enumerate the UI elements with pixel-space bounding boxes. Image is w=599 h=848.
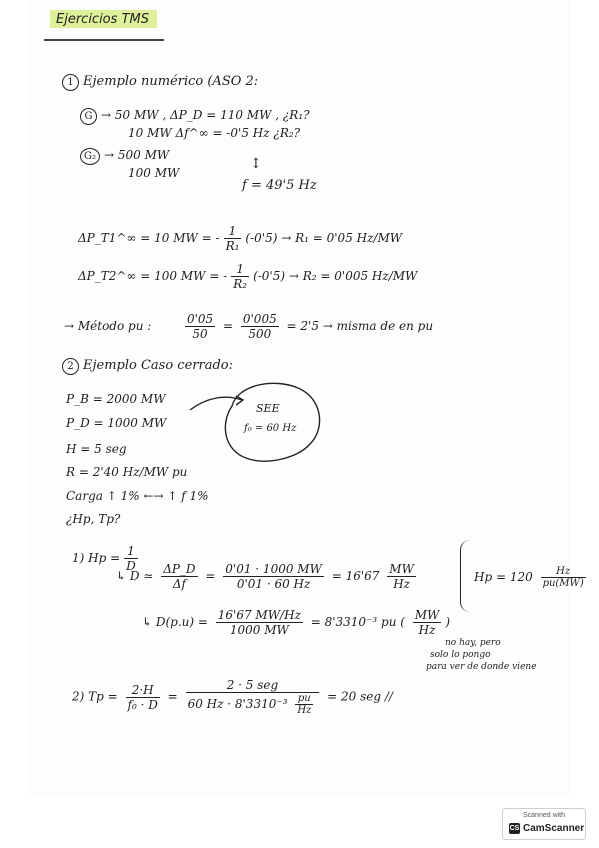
eq1-left: ΔP_T1^∞ = 10 MW = -	[78, 231, 220, 245]
step1-d-frac2-num: 0'01 · 1000 MW	[225, 562, 322, 576]
step2-frac2-num: 2 · 5 seg	[186, 678, 320, 693]
step2-label: 2) Tp =	[72, 689, 118, 704]
note-line2: solo lo pongo	[430, 650, 491, 660]
step2-frac2	[186, 678, 320, 716]
eq2-num: 1	[231, 262, 249, 277]
pu-frac1	[185, 312, 215, 341]
ex1-heading-text: Ejemplo numérico (ASO 2:	[83, 74, 259, 89]
step1-d-frac1-num: ΔP_D	[163, 562, 196, 576]
step2-tp	[72, 678, 393, 716]
step1-den: D	[126, 559, 136, 573]
step1-d-frac2	[223, 562, 324, 591]
eq2-right: (-0'5) → R₂ = 0'005 Hz/MW	[253, 269, 418, 283]
pu-frac1-num: 0'05	[186, 312, 214, 326]
page-title: Ejercicios TMS	[50, 10, 157, 28]
pu-method	[64, 312, 433, 341]
scanned-with-text: Scanned with	[522, 812, 566, 819]
pu-frac2-den: 500	[248, 327, 272, 341]
camscanner-badge	[502, 808, 586, 840]
ex2-heading-text: Ejemplo Caso cerrado:	[83, 358, 233, 373]
step2-frac2-den-text: 60 Hz · 8'3310⁻³	[187, 697, 288, 711]
pu-result: = 2'5 → misma de en pu	[286, 319, 434, 333]
camscanner-brand-text: CamScanner	[523, 823, 585, 835]
ex1-number: 1	[62, 74, 79, 91]
eq2-den: R₂	[233, 277, 248, 291]
step1-d-unit-num: MW	[389, 562, 414, 576]
camscanner-logo-icon: CS	[509, 825, 520, 832]
note-line1: no hay, pero	[445, 638, 501, 648]
dpu-num: 16'67 MW/Hz	[217, 608, 301, 622]
hp-result-value: Hp = 120	[474, 570, 533, 584]
step1-d-unit-den: Hz	[393, 577, 410, 591]
f-result: f = 49'5 Hz	[242, 178, 317, 193]
pu-frac1-den: 50	[192, 327, 208, 341]
ex2-r: R = 2'40 Hz/MW pu	[66, 465, 188, 479]
eq2-frac	[231, 262, 249, 291]
step2-frac1-num: 2·H	[126, 683, 160, 698]
notebook-page	[30, 0, 584, 795]
ex2-carga: Carga ↑ 1% ←→ ↑ f 1%	[66, 489, 209, 503]
step1-d-result: = 16'67	[331, 569, 380, 583]
dpu-den: 1000 MW	[229, 623, 289, 637]
g1-label: G	[80, 108, 97, 125]
hp-result	[474, 566, 590, 589]
dpu-result: = 8'3310⁻³ pu (	[310, 615, 405, 629]
dpu-unit	[413, 608, 442, 637]
eq1-num: 1	[224, 224, 242, 239]
dpu-unit-num: MW	[414, 608, 440, 622]
step2-frac2-den	[186, 693, 320, 716]
eq1-frac	[224, 224, 242, 253]
ex2-number: 2	[62, 358, 79, 375]
step1-label: 1) Hp =	[72, 551, 121, 565]
see-label: SEE	[256, 402, 280, 415]
step1-d-unit	[387, 562, 416, 591]
g1-line1: → 50 MW , ΔP_D = 110 MW , ¿R₁?	[101, 108, 310, 122]
ex2-pd: P_D = 1000 MW	[66, 416, 167, 430]
eq1	[78, 224, 402, 253]
double-arrow: ↕	[250, 156, 262, 172]
step2-frac1-den: f₀ · D	[127, 697, 158, 712]
step2-pu-unit	[295, 693, 313, 716]
hp-result-unit	[541, 566, 586, 589]
g2-line2: 100 MW	[128, 166, 180, 180]
pu-frac2	[241, 312, 279, 341]
g2-row	[80, 148, 169, 165]
step2-result: = 20 seg //	[327, 689, 393, 704]
ex2-question: ¿Hp, Tp?	[66, 512, 121, 526]
step1-d: ↳ D ≃ $\frac{\Delta P\_D}{\Delta f}$ = $\frac{0'01 \cdot 1000 MW}{0'01 \cdot 60 Hz}$ = 16'67 $\frac{MW}{Hz}$	[116, 562, 414, 591]
step1-d-frac1-den: Δf	[172, 577, 186, 591]
eq2	[78, 262, 417, 291]
brace	[460, 540, 473, 612]
g2-line1: → 500 MW	[104, 148, 170, 162]
g2-label: G₂	[80, 148, 100, 165]
pu-label: → Método pu :	[64, 319, 152, 333]
pu-frac2-num: 0'005	[242, 312, 277, 326]
step1-d-frac2-den: 0'01 · 60 Hz	[236, 577, 311, 591]
step1-num: 1	[124, 544, 138, 559]
eq1-den: R₁	[225, 239, 240, 253]
f0-label: f₀ = 60 Hz	[244, 423, 297, 434]
camscanner-brand	[509, 823, 584, 834]
step1-d-left: ↳ D ≃	[116, 569, 154, 583]
g1-row	[80, 108, 310, 125]
g1-line2: 10 MW Δf^∞ = -0'5 Hz ¿R₂?	[128, 126, 301, 140]
step2-frac1	[126, 683, 160, 712]
step2-pu-num: pu	[295, 693, 313, 705]
hp-unit-den: pu(MW)	[542, 578, 584, 589]
note-line3: para ver de donde viene	[426, 662, 537, 672]
eq2-left: ΔP_T2^∞ = 100 MW = -	[78, 269, 228, 283]
step1-d-frac1	[161, 562, 197, 591]
ex2-pb: P_B = 2000 MW	[66, 392, 166, 406]
step2-equals: =	[167, 689, 178, 704]
title-underline	[44, 39, 164, 41]
ex1-heading	[62, 74, 258, 91]
ex2-heading	[62, 358, 233, 375]
dpu-frac	[216, 608, 303, 637]
step1-dpu: ↳ D(p.u) = $\frac{16'67 MW/Hz}{1000 MW}$ = 8'3310⁻³ pu ( $\frac{MW}{Hz}$ )	[142, 608, 451, 637]
dpu-left: ↳ D(p.u) =	[142, 615, 208, 629]
step2-pu-den: Hz	[297, 705, 312, 716]
ex2-h: H = 5 seg	[66, 442, 127, 456]
hp-unit-num: Hz	[541, 566, 586, 578]
dpu-unit-den: Hz	[418, 623, 436, 637]
eq1-right: (-0'5) → R₁ = 0'05 Hz/MW	[245, 231, 403, 245]
pu-equals: =	[222, 319, 234, 333]
